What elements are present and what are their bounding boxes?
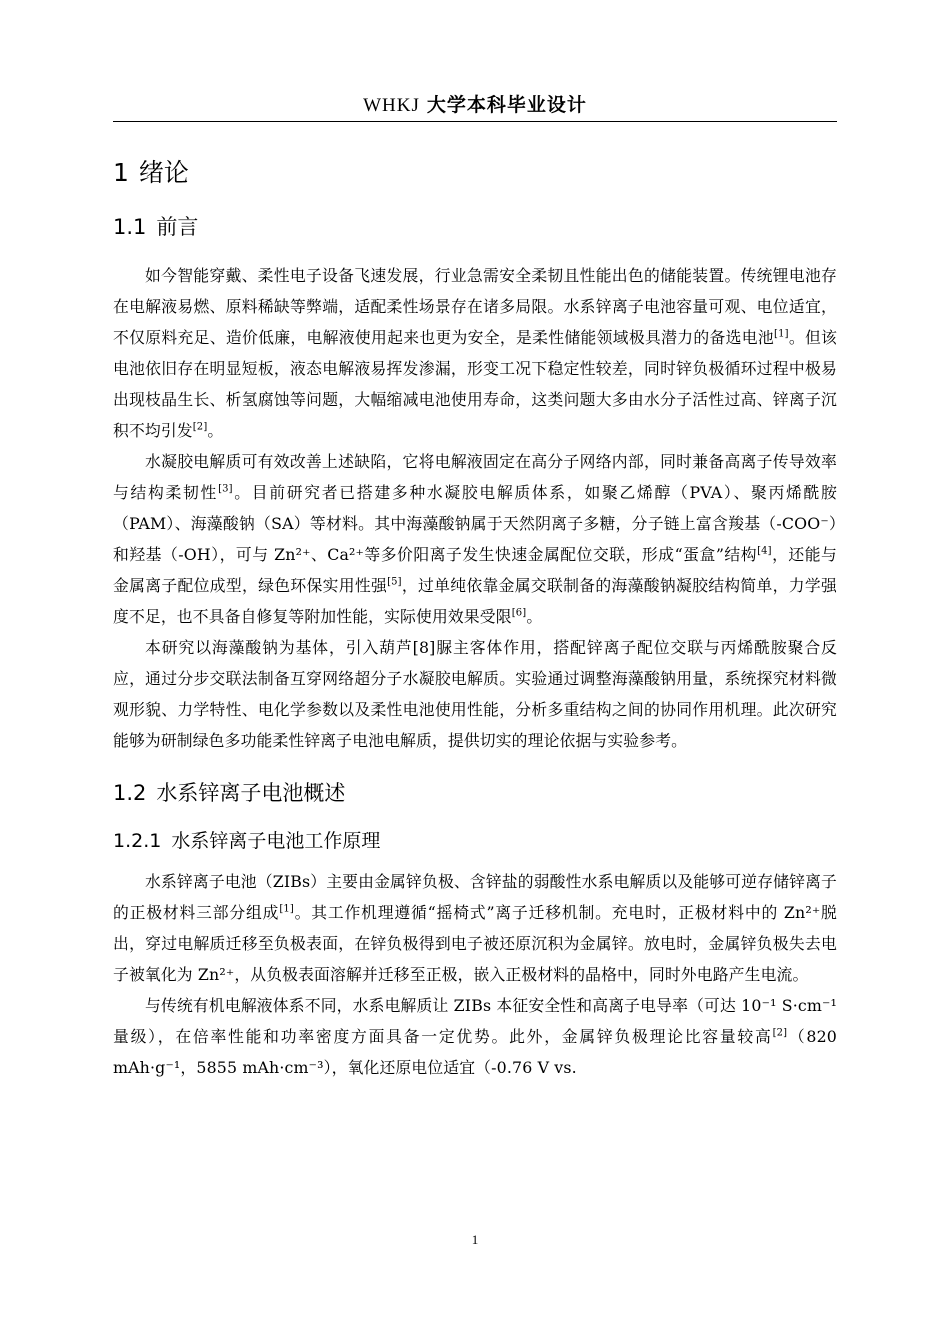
chapter-number: 1 — [113, 158, 129, 187]
page-number: 1 — [471, 1232, 479, 1247]
text-run: 。 — [207, 421, 224, 440]
header-title: 大学本科毕业设计 — [426, 94, 587, 116]
section-heading-1-1 — [113, 204, 837, 250]
citation: [2] — [772, 1027, 788, 1039]
text-run: ，还能与金属离子配位成型，绿色环保实用性强 — [113, 545, 837, 595]
text-run: （820 mAh·g⁻¹，5855 mAh·cm⁻³），氧化还原电位适宜（-0.76 V vs. — [113, 1027, 837, 1077]
citation: [6] — [511, 607, 527, 619]
page-header — [113, 92, 837, 119]
text-run: 与传统有机电解液体系不同，水系电解质让 ZIBs 本征安全性和高离子电导率（可达 10⁻¹ S·cm⁻¹ 量级），在倍率性能和功率密度方面具备一定优势。此外，金属锌负极理论比容量较高 — [113, 996, 837, 1046]
citation: [1] — [279, 903, 294, 915]
intro-paragraph-3: 本研究以海藻酸钠为基体，引入葫芦[8]脲主客体作用，搭配锌离子配位交联与丙烯酰胺聚合反应，通过分步交联法制备互穿网络超分子水凝胶电解质。实验通过调整海藻酸钠用量，系统探究材料微观形貌、力学特性、电化学参数以及柔性电池使用性能，分析多重结构之间的协同作用机理。此次研究能够为研制绿色多功能柔性锌离子电池电解质，提供切实的理论依据与实验参考。 — [113, 638, 837, 750]
principle-paragraph-1 — [113, 866, 837, 990]
citation: [4] — [757, 545, 772, 557]
text-run: ，过单纯依靠金属交联制备的海藻酸钠凝胶结构简单，力学强度不足，也不具备自修复等附加性能，实际使用效果受限 — [113, 576, 837, 626]
chapter-title: 绪论 — [138, 158, 189, 187]
text-run: 如今智能穿戴、柔性电子设备飞速发展，行业急需安全柔韧且性能出色的储能装置。传统锂电池存在电解液易燃、原料稀缺等弊端，适配柔性场景存在诸多局限。水系锌离子电池容量可观、电位适宜，不仅原料充足、造价低廉，电解液使用起来也更为安全，是柔性储能领域极具潜力的备选电池 — [113, 266, 837, 347]
subsection-title: 水系锌离子电池工作原理 — [171, 830, 381, 852]
page-body — [113, 150, 837, 1083]
text-run: 水凝胶电解质可有效改善上述缺陷，它将电解液固定在高分子网络内部，同时兼备高离子传导效率与结构柔韧性 — [113, 452, 837, 502]
text-run: 水系锌离子电池（ZIBs）主要由金属锌负极、含锌盐的弱酸性水系电解质以及能够可逆存储锌离子的正极材料三部分组成 — [113, 872, 837, 922]
principle-paragraph-2 — [113, 990, 837, 1083]
section-number: 1.1 — [113, 215, 147, 239]
intro-paragraph-1 — [113, 260, 837, 446]
section-title: 水系锌离子电池概述 — [156, 781, 346, 805]
header-rule — [113, 121, 837, 122]
section-title: 前言 — [156, 215, 199, 239]
text-run: 。目前研究者已搭建多种水凝胶电解质体系，如聚乙烯醇（PVA）、聚丙烯酰胺（PAM）、海藻酸钠（SA）等材料。其中海藻酸钠属于天然阴离子多糖，分子链上富含羧基（-COO⁻）和羟基（-OH），可与 Zn²⁺、Ca²⁺等多价阳离子发生快速金属配位交联，形成“蛋盒”结构 — [113, 483, 837, 564]
citation: [3] — [218, 483, 233, 495]
section-number: 1.2 — [113, 781, 147, 805]
header-institution: WHKJ — [363, 95, 420, 116]
section-heading-1-2 — [113, 770, 837, 816]
text-run: 。 — [526, 607, 543, 626]
chapter-heading — [113, 150, 837, 196]
text-run: 。其工作机理遵循“摇椅式”离子迁移机制。充电时，正极材料中的 Zn²⁺脱出，穿过电解质迁移至负极表面，在锌负极得到电子被还原沉积为金属锌。放电时，金属锌负极失去电子被氧化为 Zn²⁺，从负极表面溶解并迁移至正极，嵌入正极材料的晶格中，同时外电路产生电流。 — [113, 903, 837, 984]
subsection-heading-1-2-1 — [113, 826, 837, 856]
text-run: 。但该电池依旧存在明显短板，液态电解液易挥发渗漏，形变工况下稳定性较差，同时锌负极循环过程中极易出现枝晶生长、析氢腐蚀等问题，大幅缩减电池使用寿命，这类问题大多由水分子活性过高、锌离子沉积不均引发 — [113, 328, 838, 440]
citation: [2] — [192, 421, 208, 433]
citation: [5] — [387, 576, 402, 588]
subsection-number: 1.2.1 — [113, 830, 162, 852]
intro-paragraph-2 — [113, 446, 837, 632]
citation: [1] — [774, 328, 789, 340]
